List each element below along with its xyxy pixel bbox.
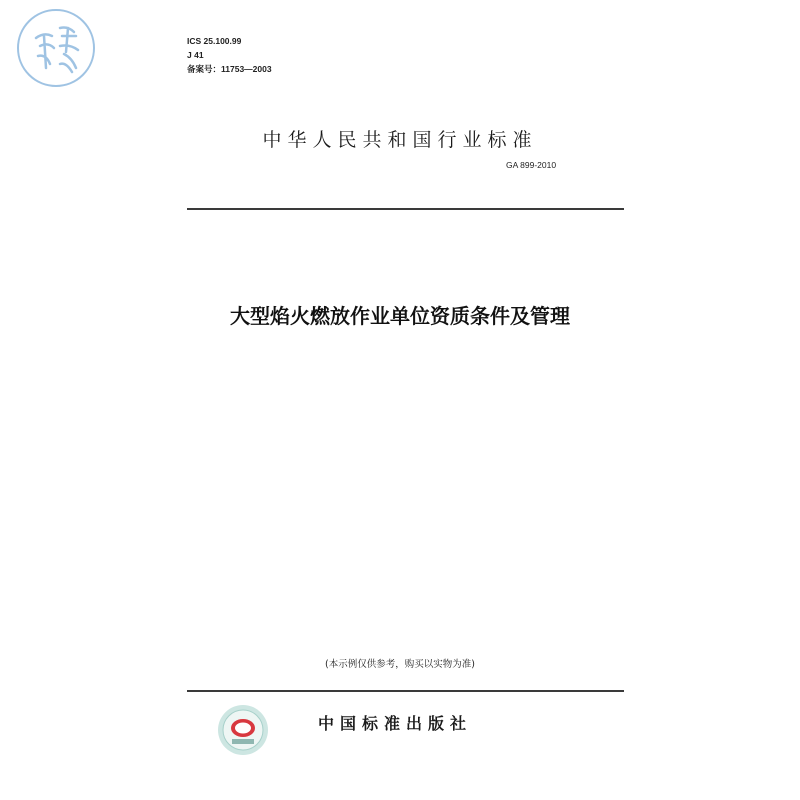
standard-code: GA 899-2010	[506, 160, 557, 170]
top-divider	[187, 208, 624, 210]
disclaimer-note: (本示例仅供参考，购买以实物为准)	[325, 659, 475, 670]
calligraphy-seal-icon	[14, 6, 98, 90]
publisher-name: 中国标准出版社	[318, 714, 473, 733]
class-code: J 41	[187, 50, 204, 60]
classification-block	[187, 34, 272, 76]
document-title: 大型焰火燃放作业单位资质条件及管理	[230, 304, 570, 328]
filing-number: 备案号：11753—2003	[187, 64, 272, 74]
standard-category: 中华人民共和国行业标准	[262, 129, 538, 151]
bottom-divider	[187, 690, 624, 692]
ics-code: ICS 25.100.99	[187, 36, 242, 46]
publisher-logo-icon	[217, 704, 269, 756]
